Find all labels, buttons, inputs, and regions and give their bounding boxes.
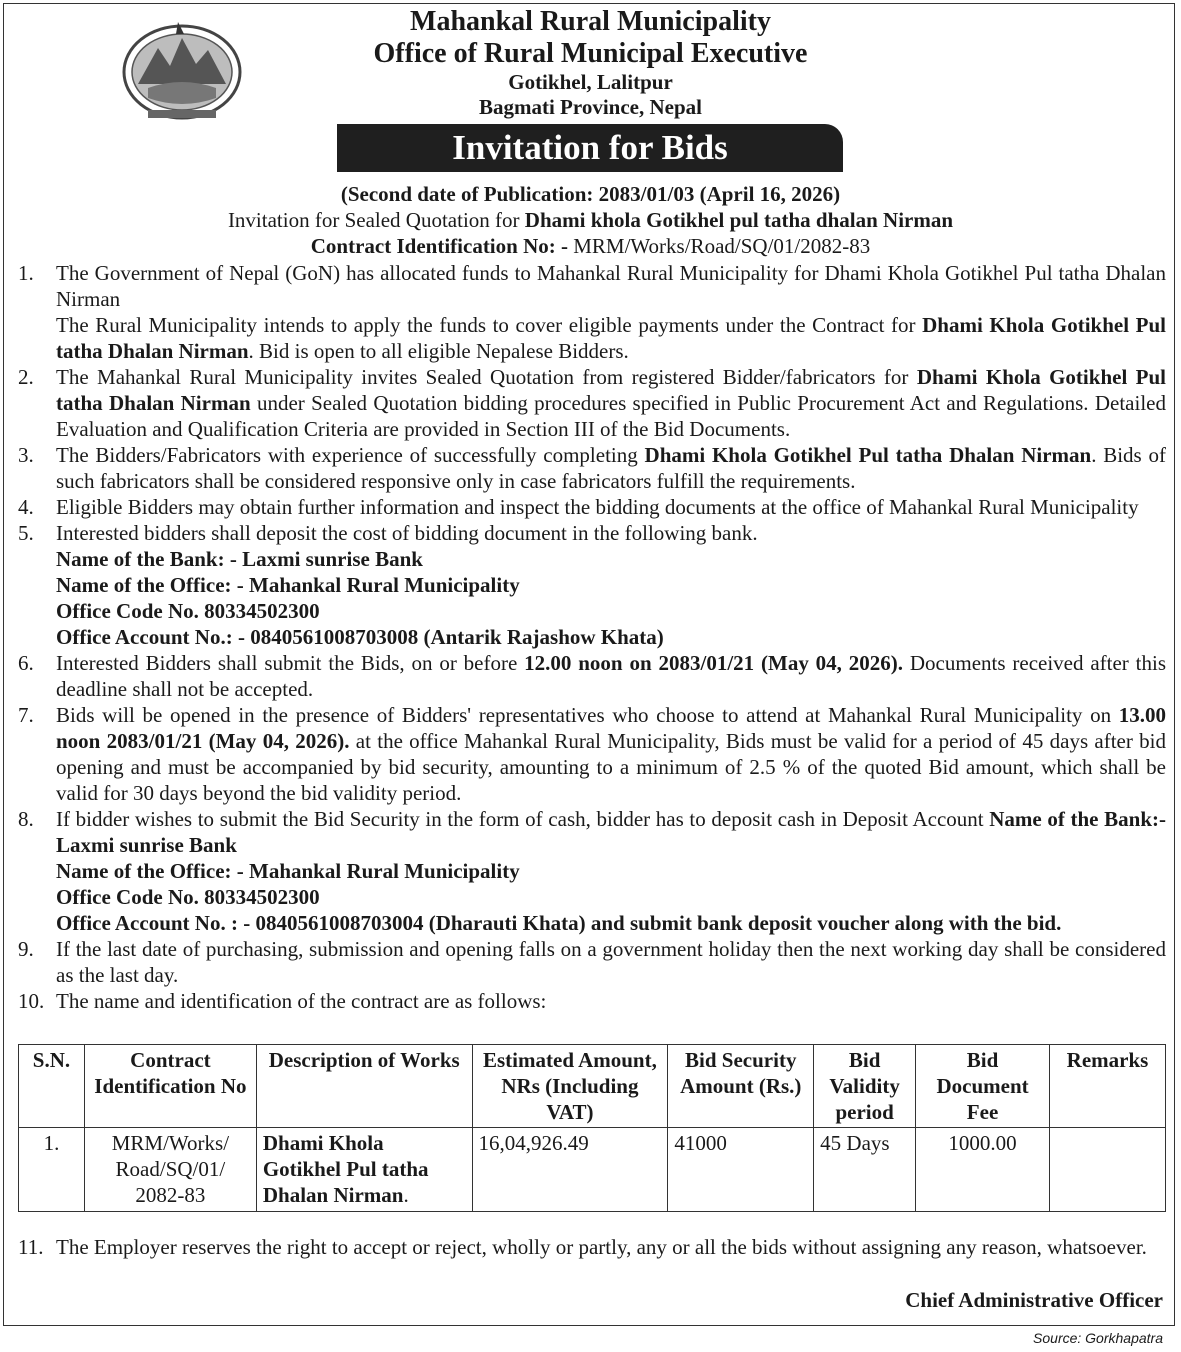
item-number: 4. <box>18 495 34 519</box>
notice-title-banner: Invitation for Bids <box>337 124 843 172</box>
contract-number: MRM/Works/Road/SQ/01/2082-83 <box>573 234 871 258</box>
item-text-part: under Sealed Quotation bidding procedures specified in Public Procurement Act and Regulations. Detailed Evaluation and Qualification Criteria are provided in Section III of the Bid Documents. <box>56 391 1166 441</box>
item-number: 11. <box>18 1235 44 1259</box>
list-item <box>18 650 1166 702</box>
cell-sn: 1. <box>19 1128 85 1212</box>
item-text <box>56 520 1166 650</box>
item-number: 5. <box>18 521 34 545</box>
office-name-line: Name of the Office: - Mahankal Rural Municipality <box>56 573 520 597</box>
item-text-bold: Dhami Khola Gotikhel Pul tatha Dhalan Nirman <box>644 443 1092 467</box>
item-text-part: Documents received after this deadline shall not be accepted. <box>56 651 1166 701</box>
item-text-part: Interested Bidders shall submit the Bids, on or before <box>56 651 525 675</box>
publication-date: (Second date of Publication: 2083/01/03 (April 16, 2026) <box>340 182 841 206</box>
source-credit: Source: Gorkhapatra <box>1033 1330 1163 1346</box>
item-text-part: The Bidders/Fabricators with experience of successfully completing <box>56 443 645 467</box>
item-text <box>56 260 1166 364</box>
item-number: 10. <box>18 989 45 1013</box>
list-item <box>18 494 1166 520</box>
col-header-estimated-amount: Estimated Amount, NRs (Including VAT) <box>472 1045 668 1128</box>
item-text-part: If bidder wishes to submit the Bid Security in the form of cash, bidder has to deposit cash in Deposit Account <box>56 807 990 831</box>
final-clause <box>18 1234 1166 1260</box>
item-paragraph <box>56 312 1166 364</box>
item-text-part: The Mahankal Rural Municipality invites Sealed Quotation from registered Bidder/fabricators for <box>56 365 917 389</box>
list-item <box>18 806 1166 936</box>
item-text: If the last date of purchasing, submission and opening falls on a government holiday then the next working day shall be considered as the last day. <box>56 937 1166 987</box>
list-item <box>18 1234 1166 1260</box>
item-text-part: . Bids of such fabricators shall be considered responsive only in case fabricators fulfill the requirements. <box>56 443 1166 493</box>
contract-label: Contract Identification No: - <box>310 234 574 258</box>
col-header-document-fee: Bid Document Fee <box>916 1045 1050 1128</box>
description-end: . <box>403 1183 409 1207</box>
cell-bid-security: 41000 <box>668 1128 814 1212</box>
invitation-prefix: Invitation for Sealed Quotation for <box>227 208 525 232</box>
description-text: Dhami Khola Gotikhel Pul tatha Dhalan Nirman <box>262 1131 429 1207</box>
office-account: Office Account No. : - 0840561008703004 (Dharauti Khata) and submit bank deposit voucher along with the bid. <box>56 911 1062 935</box>
list-item <box>18 364 1166 442</box>
item-text-part: Bids will be opened in the presence of Bidders' representatives who choose to attend at Mahankal Rural Municipality on <box>56 703 1119 727</box>
item-text-bold: 12.00 noon on 2083/01/21 (May 04, 2026). <box>524 651 904 675</box>
col-header-description: Description of Works <box>256 1045 472 1128</box>
item-paragraph: Interested bidders shall deposit the cost of bidding document in the following bank. <box>56 521 758 545</box>
contract-table <box>18 1044 1166 1212</box>
office-name: Office of Rural Municipal Executive <box>373 38 808 69</box>
item-text-bold: Dhami Khola Gotikhel Pul tatha Dhalan Nirman <box>56 365 1166 415</box>
item-paragraph <box>56 806 1166 858</box>
item-number: 6. <box>18 651 34 675</box>
cell-contract-id: MRM/Works/ Road/SQ/01/ 2082-83 <box>84 1128 256 1212</box>
item-number: 2. <box>18 365 34 389</box>
bank-name: Name of the Bank: - Laxmi sunrise Bank <box>56 547 423 571</box>
cell-bid-validity: 45 Days <box>814 1128 916 1212</box>
item-number: 1. <box>18 261 34 285</box>
item-text <box>56 442 1166 494</box>
list-item <box>18 988 1166 1014</box>
item-text <box>56 650 1166 702</box>
item-text-part: The Rural Municipality intends to apply the funds to cover eligible payments under the Contract for <box>56 313 923 337</box>
invitation-line <box>0 208 1181 233</box>
col-header-bid-security: Bid Security Amount (Rs.) <box>668 1045 814 1128</box>
office-account: Office Account No.: - 0840561008703008 (Antarik Rajashow Khata) <box>56 625 664 649</box>
item-number: 8. <box>18 807 34 831</box>
contract-id-line <box>0 234 1181 259</box>
office-code: Office Code No. 80334502300 <box>56 599 320 623</box>
item-text: Eligible Bidders may obtain further information and inspect the bidding documents at the office of Mahankal Rural Municipality <box>56 495 1139 519</box>
item-text <box>56 364 1166 442</box>
col-header-remarks: Remarks <box>1050 1045 1166 1128</box>
org-name: Mahankal Rural Municipality <box>410 6 771 37</box>
item-text-part: at the office Mahankal Rural Municipality, Bids must be valid for a period of 45 days after bid opening and must be accompanied by bid security, amounting to a minimum of 2.5 % of the quoted Bid amount, which shall be valid for 30 days beyond the bid validity period. <box>56 729 1166 805</box>
table-header-row <box>19 1045 1166 1128</box>
address-line-2: Bagmati Province, Nepal <box>478 95 702 119</box>
item-number: 3. <box>18 443 34 467</box>
col-header-sn: S.N. <box>19 1045 85 1128</box>
item-text-bold: Dhami Khola Gotikhel Pul tatha Dhalan Nirman <box>56 313 1166 363</box>
item-text-bold: 13.00 noon 2083/01/21 (May 04, 2026). <box>56 703 1166 753</box>
list-item <box>18 520 1166 650</box>
cell-estimated-amount: 16,04,926.49 <box>472 1128 668 1212</box>
signatory-title: Chief Administrative Officer <box>905 1288 1163 1312</box>
cell-remarks <box>1050 1128 1166 1212</box>
list-item <box>18 260 1166 364</box>
list-item <box>18 442 1166 494</box>
col-header-contract-id: Contract Identification No <box>84 1045 256 1128</box>
item-text-bold: Name of the Bank:-Laxmi sunrise Bank <box>56 807 1166 857</box>
item-paragraph: The Government of Nepal (GoN) has allocated funds to Mahankal Rural Municipality for Dhami Khola Gotikhel Pul tatha Dhalan Nirman <box>56 261 1166 311</box>
office-name-line: Name of the Office: - Mahankal Rural Municipality <box>56 859 520 883</box>
item-text <box>56 806 1166 936</box>
item-text: The name and identification of the contract are as follows: <box>56 989 547 1013</box>
office-code: Office Code No. 80334502300 <box>56 885 320 909</box>
item-number: 7. <box>18 703 34 727</box>
item-number: 9. <box>18 937 34 961</box>
col-header-bid-validity: Bid Validity period <box>814 1045 916 1128</box>
item-text-part: . Bid is open to all eligible Nepalese Bidders. <box>248 339 629 363</box>
table-row <box>19 1128 1166 1212</box>
list-item <box>18 702 1166 806</box>
cell-document-fee: 1000.00 <box>916 1128 1050 1212</box>
invitation-project: Dhami khola Gotikhel pul tatha dhalan Nirman <box>524 208 954 232</box>
cell-description <box>256 1128 472 1212</box>
address-line-1: Gotikhel, Lalitpur <box>508 70 673 94</box>
item-text: The Employer reserves the right to accept or reject, wholly or partly, any or all the bids without assigning any reason, whatsoever. <box>56 1235 1147 1259</box>
notice-body <box>18 260 1166 1014</box>
list-item <box>18 936 1166 988</box>
item-text <box>56 702 1166 806</box>
